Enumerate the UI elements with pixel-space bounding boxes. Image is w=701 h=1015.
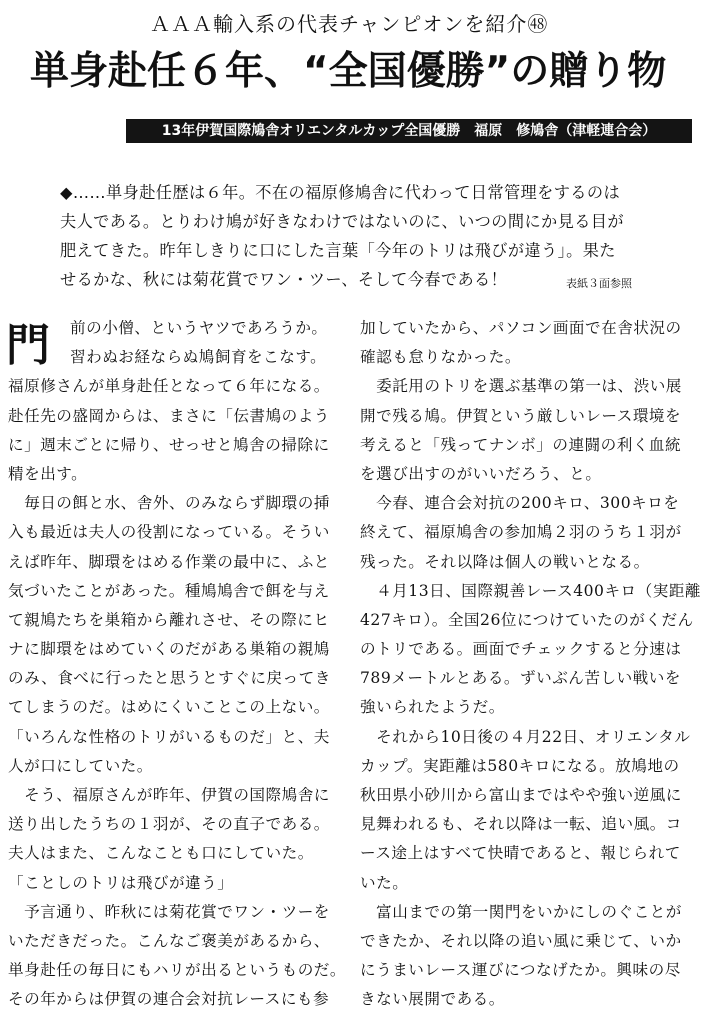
body-line: 気づいたことがあった。種鳩鳩舎で餌を与え <box>8 581 330 600</box>
body-line: 夫人はまた、こんなことも口にしていた。 <box>8 844 314 863</box>
body-line: ナに脚環をはめていくのだがある巣箱の親鳩 <box>8 640 330 659</box>
body-line: のみ、食べに行ったと思うとすぐに戻ってき <box>8 669 331 688</box>
body-column-right <box>360 314 701 1015</box>
body-line: 見舞われるも、それ以降は一転、追い風。コ <box>360 815 682 834</box>
body-line: 開で残る鳩。伊賀という厳しいレース環境を <box>360 406 682 425</box>
body-line: きない展開である。 <box>360 990 505 1009</box>
body-line: てしまうのだ。はめにくいことこの上ない。 <box>8 698 330 717</box>
lead-line: 夫人である。とりわけ鳩が好きなわけではないのに、いつの間にか見る目が <box>60 212 624 231</box>
body-line: 今春、連合会対抗の200キロ、300キロを <box>360 494 680 513</box>
body-line: のトリである。画面でチェックすると分速は <box>360 640 682 659</box>
body-column-left <box>8 314 346 1015</box>
body-line: にうまいレース運びにつなげたか。興味の尽 <box>360 961 681 980</box>
lead-line: せるかな、秋には菊花賞でワン・ツー、そして今春である！ <box>60 270 508 289</box>
body-line: 考えると「残ってナンボ」の連闘の利く血統 <box>360 435 682 454</box>
headline: 単身赴任６年、“全国優勝”の贈り物 <box>30 49 667 94</box>
body-line: 「いろんな性格のトリがいるものだ」と、夫 <box>8 727 330 746</box>
body-line: そう、福原さんが昨年、伊賀の国際鳩舎に <box>8 786 330 804</box>
body-line: えば昨年、脚環をはめる作業の最中に、ふと <box>8 552 330 571</box>
body-line: できたか、それ以降の追い風に乗じて、いか <box>360 931 682 950</box>
body-line: 単身赴任の毎日にもハリが出るというものだ。 <box>8 961 346 980</box>
body-line: 「ことしのトリは飛びが違う」 <box>8 873 234 892</box>
body-line: 強いられたようだ。 <box>360 698 505 717</box>
body-line: 427キロ）。全国26位につけていたのがくだん <box>360 610 694 629</box>
body-line: 毎日の餌と水、舎外、のみならず脚環の挿 <box>8 494 330 513</box>
body-line: 入も最近は夫人の役割になっている。そうい <box>8 523 330 542</box>
lead-line: 肥えてきた。昨年しきりに口にした言葉「今年のトリは飛びが違う」。果た <box>60 241 616 260</box>
lead-paragraph <box>60 178 680 294</box>
body-line: 人が口にしていた。 <box>8 756 153 775</box>
body-line: ース途上はすべて快晴であると、報じられて <box>360 844 681 863</box>
series-title: ＡＡＡ輸入系の代表チャンピオンを紹介㊽ <box>150 12 549 36</box>
body-line: カップ。実距離は580キロになる。放鳩地の <box>360 756 680 775</box>
body-line: いただきだった。こんなご褒美があるから、 <box>8 931 330 950</box>
lead-line: ◆……単身赴任歴は６年。不在の福原修鳩舎に代わって日常管理をするのは <box>60 183 621 202</box>
body-line: 前の小僧、というヤツであろうか。 <box>70 319 328 337</box>
body-line: 残った。それ以降は個人の戦いとなる。 <box>360 552 650 571</box>
body-line: に」週末ごとに帰り、せっせと鳩舎の掃除に <box>8 435 330 454</box>
body-line: 赴任先の盛岡からは、まさに「伝書鳩のよう <box>8 406 330 425</box>
body-line: て親鳩たちを巣箱から離れさせ、その際にヒ <box>8 610 330 629</box>
body-line: 加していたから、パソコン画面で在舎状況の <box>360 319 682 337</box>
body-line: 富山までの第一関門をいかにしのぐことが <box>360 902 682 921</box>
body-line: その年からは伊賀の連合会対抗レースにも参 <box>8 990 330 1009</box>
body-line: を選び出すのがいいだろう、と。 <box>360 464 602 483</box>
subject-banner: 13年伊賀国際鳩舎オリエンタルカップ全国優勝 福原 修鳩舎（津軽連合会） <box>126 119 692 143</box>
body-line: 789メートルとある。ずいぶん苦しい戦いを <box>360 669 681 688</box>
body-line: 委託用のトリを選ぶ基準の第一は、渋い展 <box>360 377 682 396</box>
body-line: 終えて、福原鳩舎の参加鳩２羽のうち１羽が <box>360 523 682 542</box>
body-line: 送り出したうちの１羽が、その直子である。 <box>8 815 330 834</box>
body-line: いた。 <box>360 873 409 892</box>
cover-reference: 表紙３面参照 <box>566 277 632 290</box>
body-line: 予言通り、昨秋には菊花賞でワン・ツーを <box>8 902 330 921</box>
body-line: 習わぬお経ならぬ鳩飼育をこなす。 <box>70 348 327 367</box>
body-line: 福原修さんが単身赴任となって６年になる。 <box>8 377 330 396</box>
body-line: それから10日後の４月22日、オリエンタル <box>360 727 691 746</box>
body-line: 精を出す。 <box>8 464 88 483</box>
drop-cap: 門 <box>6 320 50 371</box>
body-line: 確認も怠りなかった。 <box>360 348 521 367</box>
body-line: 秋田県小砂川から富山まではやや強い逆風に <box>360 786 682 804</box>
body-line: ４月13日、国際親善レース400キロ（実距離 <box>360 581 701 600</box>
